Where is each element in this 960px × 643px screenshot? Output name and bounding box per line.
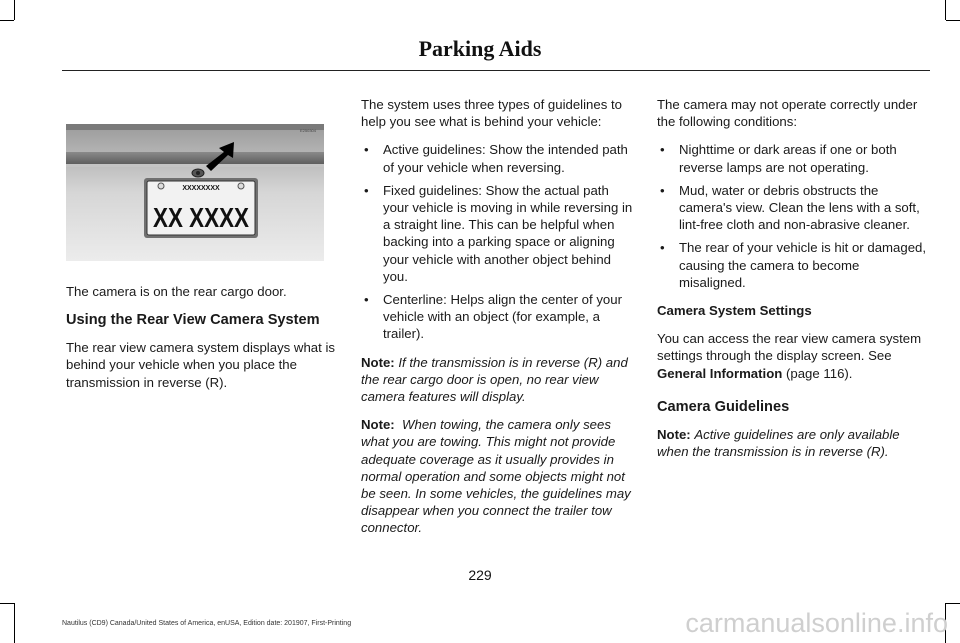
general-information-link[interactable]: General Information — [657, 365, 783, 381]
watermark: carmanualsonline.info — [685, 608, 948, 638]
column-2 — [361, 96, 633, 548]
crop-mark-top-right-v — [945, 0, 946, 20]
page-title: Parking Aids — [418, 36, 542, 61]
rear-door-illustration — [66, 124, 324, 261]
note-text: Active guidelines are only available when the transmission is in reverse (R). — [657, 426, 900, 460]
list-item: • Nighttime or dark areas if one or both reverse lamps are not operating. — [657, 141, 929, 175]
figure-caption: The camera is on the rear cargo door. — [66, 284, 287, 299]
rear-camera-figure — [66, 124, 324, 261]
crop-mark-bottom-left-h — [0, 603, 14, 604]
paragraph-camera-display: The rear view camera system displays what is behind your vehicle when you place the transmission in reverse (R). — [66, 340, 335, 390]
note-text: When towing, the camera only sees what you are towing. This might not provide adequate coverage as it usually provides in normal operation and some objects might not be seen. In some vehicles, the guidelines may disappear when you connect the trailer tow connector. — [361, 417, 631, 536]
conditions-list — [657, 141, 929, 291]
paragraph-settings — [657, 330, 929, 382]
plate-small-text: XXXXXXXX — [182, 185, 220, 192]
list-item: • Centerline: Helps align the center of your vehicle with an object (for example, a trailer). — [361, 291, 633, 343]
note-cargo-door — [361, 354, 633, 406]
crop-mark-top-left-v — [14, 0, 15, 20]
crop-mark-bottom-left-v — [14, 603, 15, 643]
guideline-list — [361, 141, 633, 342]
list-item: • The rear of your vehicle is hit or damaged, causing the camera to become misaligned. — [657, 239, 929, 291]
settings-text: You can access the rear view camera system settings through the display screen. See — [657, 331, 922, 364]
page-number: 229 — [468, 567, 492, 583]
paragraph-conditions: The camera may not operate correctly under the following conditions: — [657, 97, 918, 130]
section-heading-using-camera: Using the Rear View Camera System — [66, 312, 320, 329]
note-towing — [361, 416, 633, 536]
note-active-guidelines — [657, 426, 929, 460]
header-rule — [62, 70, 930, 71]
column-3 — [657, 96, 929, 471]
plate-main-text: XX XXXX — [153, 202, 250, 233]
paragraph-guideline-types: The system uses three types of guidelines to help you see what is behind your vehicle: — [361, 97, 622, 130]
edition-footer: Nautilus (CD9) Canada/United States of America, enUSA, Edition date: 201907, First-Printing — [62, 620, 352, 627]
crop-mark-bottom-right-h — [946, 603, 960, 604]
crop-mark-top-right-h — [946, 20, 960, 21]
list-item: • Active guidelines: Show the intended path of your vehicle when reversing. — [361, 141, 633, 175]
figure-code: E250304 — [299, 128, 316, 133]
note-label: Note: — [361, 417, 395, 433]
column-1 — [66, 283, 336, 402]
section-heading-camera-guidelines: Camera Guidelines — [657, 398, 790, 415]
note-text: If the transmission is in reverse (R) and the rear cargo door is open, no rear view camera features will display. — [361, 354, 628, 405]
list-item: • Mud, water or debris obstructs the camera's view. Clean the lens with a soft, lint-free cloth and non-abrasive cleaner. — [657, 182, 929, 234]
subheading-camera-settings: Camera System Settings — [657, 303, 812, 319]
crop-mark-top-left-h — [0, 20, 14, 21]
note-label: Note: — [657, 426, 691, 442]
page-reference: (page 116). — [785, 365, 853, 381]
list-item: • Fixed guidelines: Show the actual path your vehicle is moving in while reversing in a straight line. This can be helpful when backing into a parking space or aligning your vehicle with another object behind you. — [361, 182, 633, 285]
note-label: Note: — [361, 354, 395, 370]
